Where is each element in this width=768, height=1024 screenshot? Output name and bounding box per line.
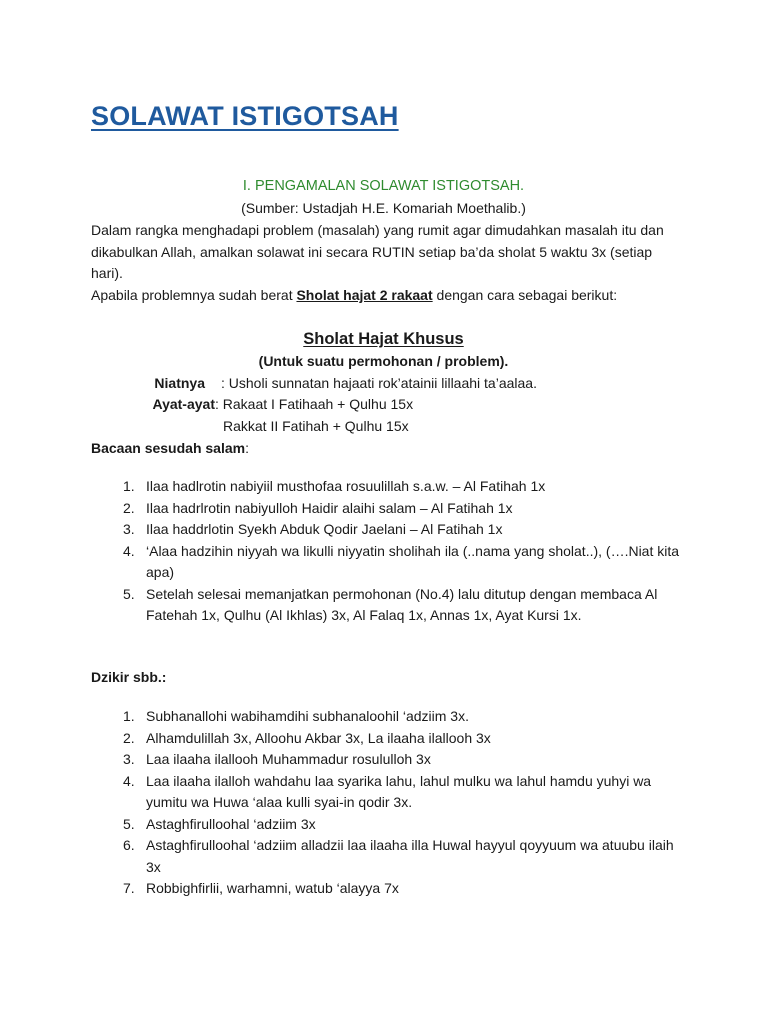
list-item-number: 6.: [123, 837, 135, 853]
niat-label: Niatnya: [154, 375, 205, 391]
list-item: [91, 878, 691, 900]
list-item: [91, 498, 691, 520]
intro-paragraph-2: [91, 285, 681, 307]
list-item-number: 1.: [123, 478, 135, 494]
list-item: [91, 835, 691, 878]
bacaan-heading: [91, 438, 249, 460]
list-item: [91, 476, 691, 498]
bacaan-list: [91, 476, 691, 627]
list-item: [91, 814, 691, 836]
list-item-text: Astaghfirulloohal ‘adziim alladzii laa ilaaha illa Huwal hayyul qoyyuum wa atuubu ilaih 3x: [146, 837, 674, 875]
niat-row: [91, 373, 691, 395]
list-item-number: 1.: [123, 708, 135, 724]
list-item: [91, 771, 691, 814]
list-item-text: Setelah selesai memanjatkan permohonan (No.4) lalu ditutup dengan membaca Al Fatehah 1x, Qulhu (Al Ikhlas) 3x, Al Falaq 1x, Annas 1x, Ayat Kursi 1x.: [146, 585, 658, 623]
list-item: [91, 706, 691, 728]
list-item-text: Laa ilaaha ilallooh Muhammadur rosululloh 3x: [146, 751, 431, 767]
list-item-number: 3.: [123, 521, 135, 537]
bacaan-heading-suffix: :: [245, 440, 249, 456]
list-item: [91, 541, 691, 584]
list-item-text: Laa ilaaha ilalloh wahdahu laa syarika lahu, lahul mulku wa lahul hamdu yuhyi wa yumitu wa Huwa ‘alaa kulli syai-in qodir 3x.: [146, 772, 652, 810]
dzikir-list: [91, 706, 691, 900]
list-item: [91, 749, 691, 771]
list-item-text: Ilaa hadrlrotin nabiyulloh Haidir alaihi salam – Al Fatihah 1x: [146, 499, 513, 516]
list-item: [91, 584, 691, 627]
list-item: [91, 519, 691, 541]
section-heading: I. PENGAMALAN SOLAWAT ISTIGOTSAH.: [242, 178, 525, 194]
list-item-text: Subhanallohi wabihamdihi subhanaloohil ‘adziim 3x.: [146, 708, 469, 724]
ayat-label: Ayat-ayat: [152, 396, 215, 412]
ayat-value-1: : Rakaat I Fatihaah + Qulhu 15x: [215, 396, 414, 412]
list-item-number: 7.: [123, 880, 135, 896]
dzikir-heading: Dzikir sbb.:: [91, 669, 167, 685]
list-item-number: 4.: [123, 542, 135, 559]
document-title: SOLAWAT ISTIGOTSAH: [91, 101, 399, 131]
sholat-hajat-note: (Untuk suatu permohonan / problem).: [258, 353, 509, 369]
intro2-before: Apabila problemnya sudah berat: [91, 287, 297, 303]
list-item: [91, 728, 691, 750]
list-item-text: Robbighfirlii, warhamni, watub ‘alayya 7x: [146, 880, 399, 896]
list-item-text: Ilaa hadlrotin nabiyiil musthofaa rosuulillah s.a.w. – Al Fatihah 1x: [146, 478, 546, 494]
sholat-hajat-title: Sholat Hajat Khusus: [303, 330, 464, 348]
list-item-number: 4.: [123, 772, 135, 789]
source-line: (Sumber: Ustadjah H.E. Komariah Moethalib.): [241, 200, 526, 216]
intro-paragraph: Dalam rangka menghadapi problem (masalah) yang rumit agar dimudahkan masalah itu dan dikabulkan Allah, amalkan solawat ini secara RUTIN setiap ba’da sholat 5 waktu 3x (setiap hari).: [91, 222, 664, 281]
list-item-text: Ilaa haddrlotin Syekh Abduk Qodir Jaelani – Al Fatihah 1x: [146, 521, 503, 537]
sholat-hajat-emphasis: Sholat hajat 2 rakaat: [296, 287, 433, 303]
ayat-value-2: Rakkat II Fatihah + Qulhu 15x: [223, 418, 409, 434]
bacaan-heading-label: Bacaan sesudah salam: [91, 440, 246, 456]
list-item-number: 2.: [123, 729, 135, 746]
ayat-row: [91, 394, 691, 416]
intro2-after: dengan cara sebagai berikut:: [432, 287, 618, 303]
list-item-number: 5.: [123, 815, 135, 832]
list-item-text: Alhamdulillah 3x, Alloohu Akbar 3x, La ilaaha ilallooh 3x: [146, 729, 491, 746]
list-item-number: 3.: [123, 751, 135, 767]
list-item-number: 2.: [123, 499, 135, 516]
niat-value: : Usholi sunnatan hajaati rok’atainii lillaahi ta’aalaa.: [221, 375, 537, 391]
list-item-text: Astaghfirulloohal ‘adziim 3x: [146, 815, 316, 832]
list-item-text: ‘Alaa hadzihin niyyah wa likulli niyyatin sholihah ila (..nama yang sholat..), (….Niat kita apa): [146, 542, 680, 580]
list-item-number: 5.: [123, 585, 135, 602]
